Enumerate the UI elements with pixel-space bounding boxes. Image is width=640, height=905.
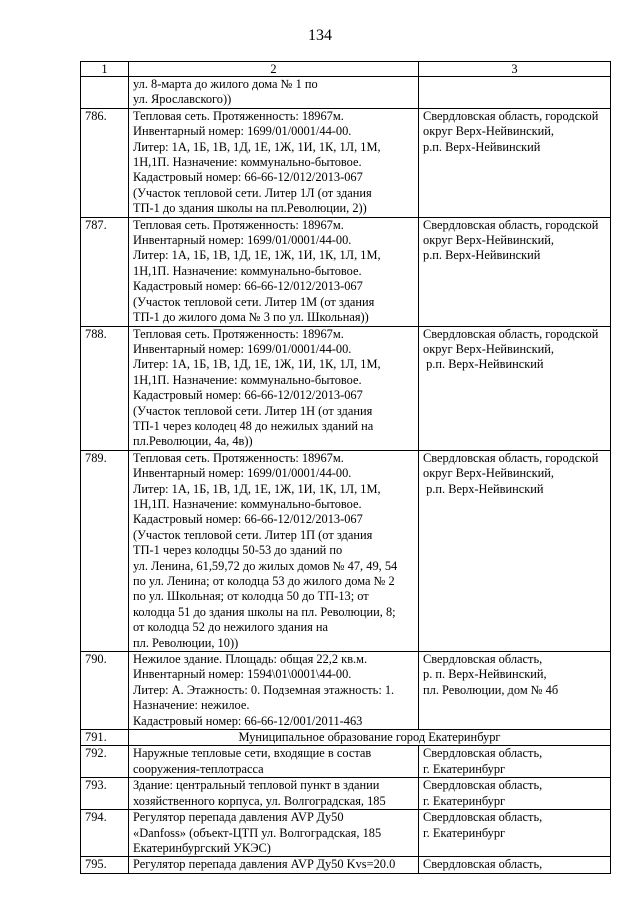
object-description: Тепловая сеть. Протяженность: 18967м. Инвентарный номер: 1699/01/0001/44-00. Литер: 1А, 1Б, 1В, 1Д, 1Е, 1Ж, 1И, 1К, 1Л, 1М, 1Н,1П. Назначение: коммунально-бытовое. Кадастровый номер: 66-66-12/012/2013-067 (Участок тепловой сети. Литер 1Н (от здания ТП-1 через колодец 48 до нежилых зданий на пл.Революции, 4а, 4в)) [129,326,419,450]
row-number: 793. [81,778,129,810]
row-number: 790. [81,652,129,730]
object-location: Свердловская область, городской округ Верх-Нейвинский, р.п. Верх-Нейвинский [419,108,611,217]
table-header-row [81,62,611,77]
table-row [81,77,611,109]
table-row [81,857,611,873]
row-number: 786. [81,108,129,217]
row-number: 788. [81,326,129,450]
object-location: Свердловская область, городской округ Верх-Нейвинский, р.п. Верх-Нейвинский [419,450,611,651]
object-location: Свердловская область, г. Екатеринбург [419,810,611,857]
table-row [81,810,611,857]
object-description: Тепловая сеть. Протяженность: 18967м. Инвентарный номер: 1699/01/0001/44-00. Литер: 1А, 1Б, 1В, 1Д, 1Е, 1Ж, 1И, 1К, 1Л, 1М, 1Н,1П. Назначение: коммунально-бытовое. Кадастровый номер: 66-66-12/012/2013-067 (Участок тепловой сети. Литер 1М (от здания ТП-1 до жилого дома № 3 по ул. Школьная)) [129,217,419,326]
row-number: 791. [81,730,129,746]
column-header: 1 [81,62,129,77]
object-description: ул. 8-марта до жилого дома № 1 по ул. Ярославского)) [129,77,419,109]
object-description: Тепловая сеть. Протяженность: 18967м. Инвентарный номер: 1699/01/0001/44-00. Литер: 1А, 1Б, 1В, 1Д, 1Е, 1Ж, 1И, 1К, 1Л, 1М, 1Н,1П. Назначение: коммунально-бытовое. Кадастровый номер: 66-66-12/012/2013-067 (Участок тепловой сети. Литер 1Л (от здания ТП-1 до здания школы на пл.Революции, 2)) [129,108,419,217]
row-number: 794. [81,810,129,857]
row-number: 787. [81,217,129,326]
column-header: 2 [129,62,419,77]
row-number: 795. [81,857,129,873]
object-location: Свердловская область, [419,857,611,873]
table-row [81,746,611,778]
property-registry-table [80,61,611,874]
row-number: 792. [81,746,129,778]
object-description: Наружные тепловые сети, входящие в состав сооружения-теплотрасса [129,746,419,778]
table-row [81,652,611,730]
row-number [81,77,129,109]
object-location: Свердловская область, р. п. Верх-Нейвинский, пл. Революции, дом № 4б [419,652,611,730]
object-description: Регулятор перепада давления AVP Ду50 «Danfoss» (объект-ЦТП ул. Волгоградская, 185 Екатеринбургский УКЭС) [129,810,419,857]
table-row [81,450,611,651]
table-row [81,217,611,326]
object-location [419,77,611,109]
table-row [81,326,611,450]
object-location: Свердловская область, г. Екатеринбург [419,778,611,810]
object-description: Тепловая сеть. Протяженность: 18967м. Инвентарный номер: 1699/01/0001/44-00. Литер: 1А, 1Б, 1В, 1Д, 1Е, 1Ж, 1И, 1К, 1Л, 1М, 1Н,1П. Назначение: коммунально-бытовое. Кадастровый номер: 66-66-12/012/2013-067 (Участок тепловой сети. Литер 1П (от здания ТП-1 через колодцы 50-53 до зданий по ул. Ленина, 61,59,72 до жилых домов № 47, 49, 54 по ул. Ленина; от колодца 53 до жилого дома № 2 по ул. Школьная; от колодца 50 до ТП-13; от колодца 51 до здания школы на пл. Революции, 8; от колодца 52 до нежилого здания на пл. Революции, 10)) [129,450,419,651]
object-description: Регулятор перепада давления AVP Ду50 Kvs=20.0 [129,857,419,873]
row-number: 789. [81,450,129,651]
table-row [81,730,611,746]
page-number: 134 [308,27,332,44]
object-description: Здание: центральный тепловой пункт в здании хозяйственного корпуса, ул. Волгоградская, 185 [129,778,419,810]
object-location: Свердловская область, городской округ Верх-Нейвинский, р.п. Верх-Нейвинский [419,217,611,326]
object-location: Свердловская область, г. Екатеринбург [419,746,611,778]
section-heading: Муниципальное образование город Екатеринбург [129,730,611,746]
object-description: Нежилое здание. Площадь: общая 22,2 кв.м. Инвентарный номер: 1594\01\0001\44-00. Литер: А. Этажность: 0. Подземная этажность: 1. Назначение: нежилое. Кадастровый номер: 66-66-12/001/2011-463 [129,652,419,730]
column-header: 3 [419,62,611,77]
table-row [81,108,611,217]
object-location: Свердловская область, городской округ Верх-Нейвинский, р.п. Верх-Нейвинский [419,326,611,450]
table-row [81,778,611,810]
